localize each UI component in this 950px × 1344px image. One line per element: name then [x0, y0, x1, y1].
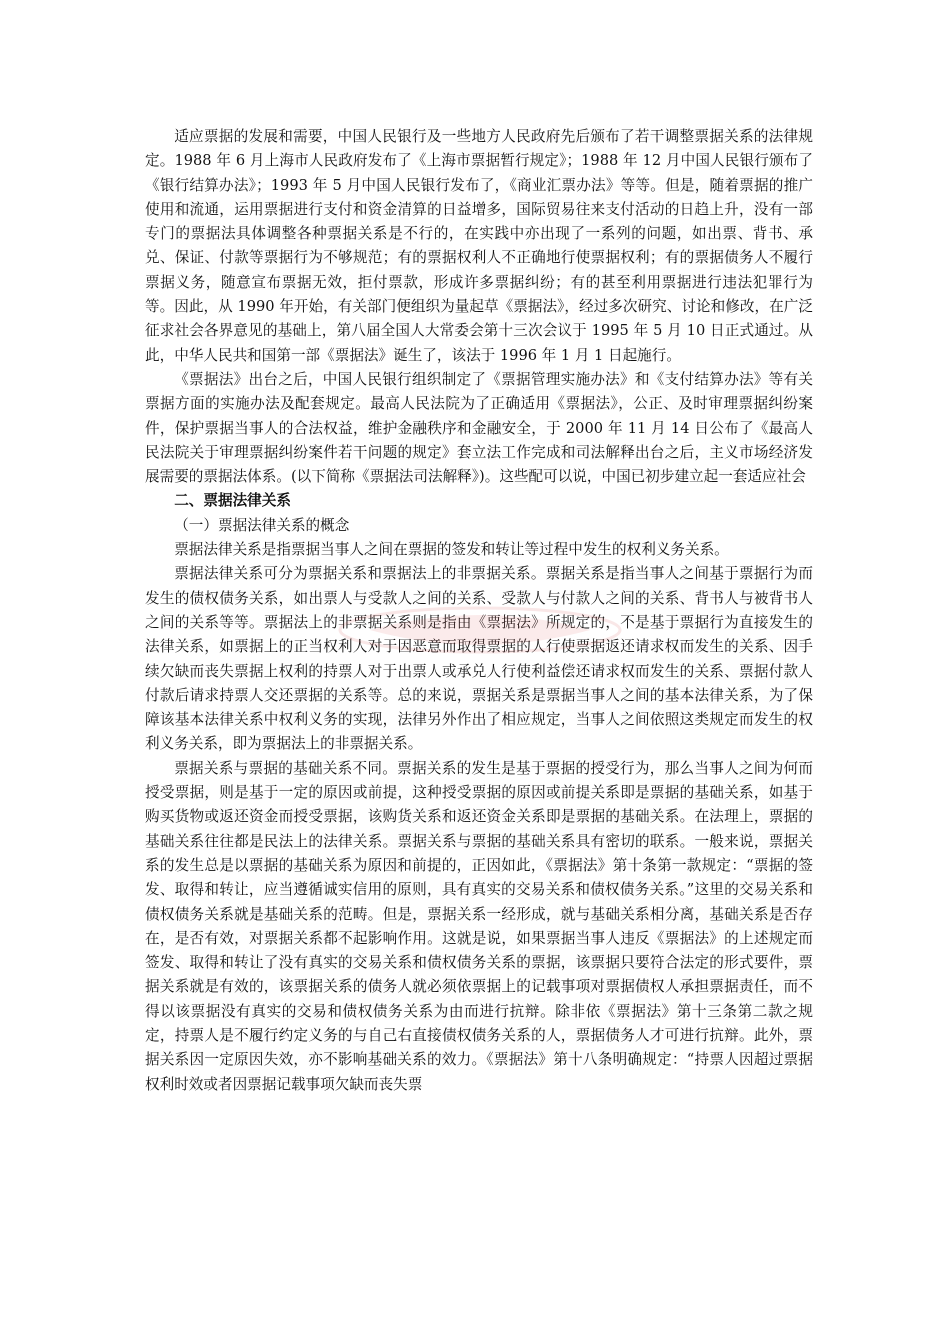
section-heading: 二、票据法律关系: [174, 492, 291, 510]
paragraph: 票据关系与票据的基础关系不同。票据关系的发生是基于票据的授受行为，那么当事人之间为何而授受票据，则是基于一定的原因或前提，这种授受票据的原因或前提关系即是票据的基础关系，如基于购买货物或返还资金而授受票据，该购货关系和返还资金关系即是票据的基础关系。在法理上，票据的基础关系往往都是民法上的法律关系。票据关系与票据的基础关系具有密切的联系。一般来说，票据关系的发生总是以票据的基础关系为原因和前提的，正因如此，《票据法》第十条第一款规定：“票据的签发、取得和转让，应当遵循诚实信用的原则，具有真实的交易关系和债权债务关系。”这里的交易关系和债权债务关系就是基础关系的范畴。但是，票据关系一经形成，就与基础关系相分离，基础关系是否存在，是否有效，对票据关系都不起影响作用。这就是说，如果票据当事人违反《票据法》的上述规定而签发、取得和转让了没有真实的交易关系和债权债务关系的票据，该票据只要符合法定的形式要件，票据关系就是有效的，该票据关系的债务人就必须依票据上的记载事项对票据债权人承担票据责任，而不得以该票据没有真实的交易和债权债务关系为由而进行抗辩。除非依《票据法》第十三条第二款之规定，持票人是不履行约定义务的与自己右直接债权债务关系的人，票据债务人才可进行抗辩。此外，票据关系因一定原因失效，亦不影响基础关系的效力。《票据法》第十八条明确规定：“持票人因超过票据权利时效或者因票据记载事项欠缺而丧失票: [145, 759, 813, 1093]
paragraph: 适应票据的发展和需要，中国人民银行及一些地方人民政府先后颁布了若干调整票据关系的法律规定。1988 年 6 月上海市人民政府发布了《上海市票据暂行规定》；1988 年 12 月中国人民银行颁布了《银行结算办法》；1993 年 5 月中国人民银行发布了，《商业汇票办法》等等。但是，随着票据的推广使用和流通，运用票据进行支付和资金清算的日益增多，国际贸易往来支付活动的日趋上升，没有一部专门的票据法具体调整各种票据关系是不行的，在实践中亦出现了一系列的问题，如出票、背书、承兑、保证、付款等票据行为不够规范；有的票据权利人不正确地行使票据权利；有的票据债务人不履行票据义务，随意宣布票据无效，拒付票款，形成许多票据纠纷；有的甚至利用票据进行违法犯罪行为等。因此，从 1990 年开始，有关部门便组织为量起草《票据法》，经过多次研究、讨论和修改，在广泛征求社会各界意见的基础上，第八届全国人大常委会第十三次会议于 1995 年 5 月 10 日正式通过。从此，中华人民共和国第一部《票据法》诞生了，该法于 1996 年 1 月 1 日起施行。: [145, 128, 813, 364]
paragraph: 票据法律关系是指票据当事人之间在票据的签发和转让等过程中发生的权利义务关系。: [174, 541, 729, 559]
subsection-heading: （一）票据法律关系的概念: [174, 516, 350, 534]
document-body: [145, 125, 813, 1097]
paragraph: 票据法律关系可分为票据关系和票据法上的非票据关系。票据关系是指当事人之间基于票据行为而发生的债权债务关系，如出票人与受款人之间的关系、受款人与付款人之间的关系、背书人与被背书人之间的关系等等。票据法上的非票据关系则是指由《票据法》所规定的，不是基于票据行为直接发生的法律关系，如票据上的正当权利人对于因恶意而取得票据的人行使票据返还请求权而发生的关系、因手续欠缺而丧失票据上权利的持票人对于出票人或承兑人行使利益偿还请求权而发生的关系、票据付款人付款后请求持票人交还票据的关系等。总的来说，票据关系是票据当事人之间的基本法律关系，为了保障该基本法律关系中权利义务的实现，法律另外作出了相应规定，当事人之间依照这类规定而发生的权利义务关系，即为票据法上的非票据关系。: [145, 565, 813, 753]
paragraph: 《票据法》出台之后，中国人民银行组织制定了《票据管理实施办法》和《支付结算办法》等有关票据方面的实施办法及配套规定。最高人民法院为了正确适用《票据法》，公正、及时审理票据纠纷案件，保护票据当事人的合法权益，维护金融秩序和金融安全，于 2000 年 11 月 14 日公布了《最高人民法院关于审理票据纠纷案件若干问题的规定》套立法工作完成和司法解释出台之后，主义市场经济发展需要的票据法体系。(以下简称《票据法司法解释》)。这些配可以说，中国已初步建立起一套适应社会: [145, 370, 813, 486]
